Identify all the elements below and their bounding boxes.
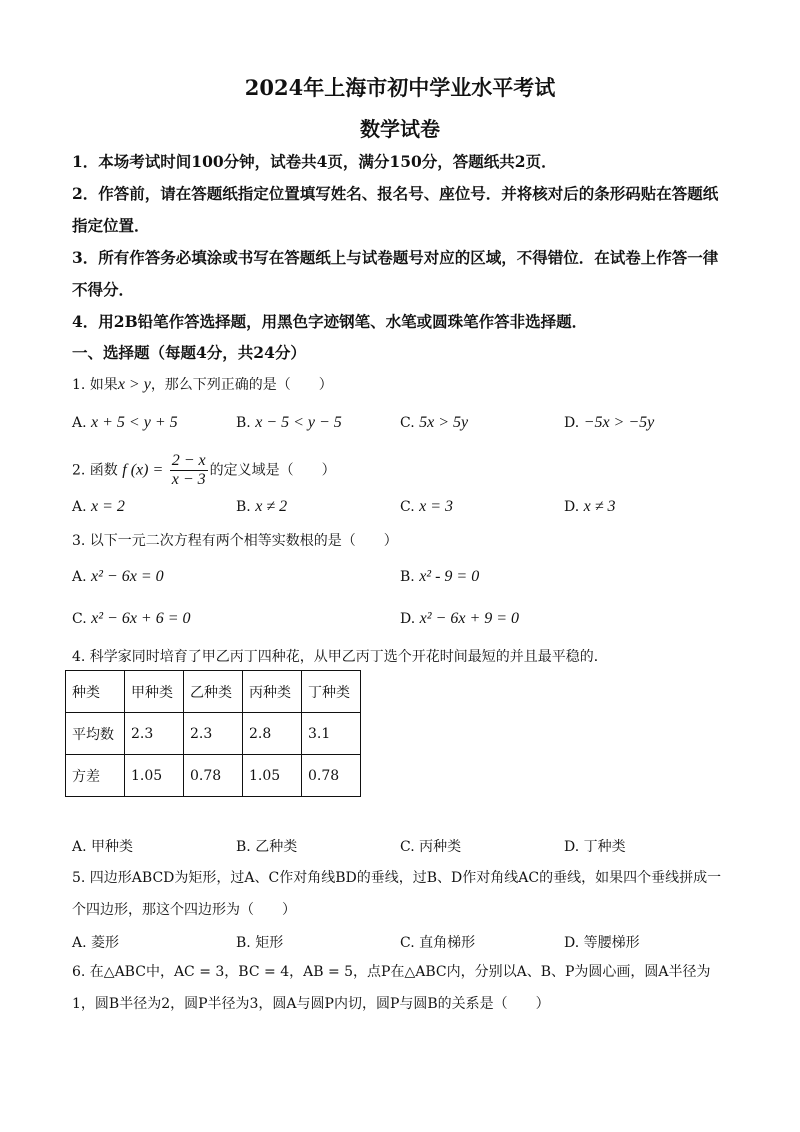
q5-option-d[interactable]: D. 等腰梯形 <box>564 935 640 951</box>
question-6-stem: 6. 在△ABC中，AC = 3，BC = 4，AB = 5，点P在△ABC内，分别以A、B、P为圆心画，圆A半径为1，圆B半径为2，圆P半径为3，圆A与圆P内切，圆P与圆B的关系是（ ） <box>72 964 711 1012</box>
q3-option-a[interactable] <box>72 568 164 586</box>
q1-option-d[interactable] <box>564 414 654 432</box>
q2-stem-end: 的定义域是（ ） <box>209 462 336 479</box>
table-header-cell: 甲种类 <box>125 671 184 713</box>
q1-stem-start: 1. 如果 <box>72 377 118 393</box>
q1-option-a-text: x + 5 < y + 5 <box>91 414 178 431</box>
table-row <box>66 755 361 797</box>
q1-option-a-label: A. <box>72 415 87 431</box>
q3-option-d-label: D. <box>400 611 416 627</box>
q2-option-b-label: B. <box>236 499 251 515</box>
q3-option-b[interactable] <box>400 568 479 586</box>
q1-option-d-label: D. <box>564 415 580 431</box>
q4-option-a[interactable]: A. 甲种类 <box>72 839 134 855</box>
question-4-stem: 4. 科学家同时培育了甲乙丙丁四种花，从甲乙丙丁选个开花时间最短的并且最平稳的． <box>72 649 608 665</box>
q2-option-c-text: x = 3 <box>419 498 454 515</box>
q1-condition: x > y <box>117 376 151 393</box>
q4-option-b[interactable]: B. 乙种类 <box>236 839 298 855</box>
q2-function: f (x) = <box>122 461 164 479</box>
table-header-row <box>66 671 361 713</box>
table-header-cell: 丙种类 <box>243 671 302 713</box>
q2-option-b-text: x ≠ 2 <box>255 498 288 515</box>
table-cell: 1.05 <box>125 755 184 797</box>
table-cell: 2.3 <box>184 713 243 755</box>
q2-numerator: 2 − x <box>171 452 206 469</box>
q3-option-d[interactable] <box>400 610 519 628</box>
q1-option-b[interactable] <box>236 414 342 432</box>
q1-option-d-text: −5x > −5y <box>583 414 655 431</box>
q3-option-d-text: x² − 6x + 9 = 0 <box>419 610 520 627</box>
q2-option-a-label: A. <box>72 499 87 515</box>
table-row <box>66 713 361 755</box>
q1-option-b-text: x − 5 < y − 5 <box>255 414 342 431</box>
q1-stem-end: ，那么下列正确的是（ ） <box>150 377 333 393</box>
table-cell: 2.3 <box>125 713 184 755</box>
question-5-stem: 5. 四边形ABCD为矩形，过A、C作对角线BD的垂线，过B、D作对角线AC的垂线，如果四个垂线拼成一个四边形，那这个四边形为（ ） <box>72 870 722 918</box>
q2-option-d-text: x ≠ 3 <box>583 498 616 515</box>
note-4: 4．用2B铅笔作答选择题，用黑色字迹钢笔、水笔或圆珠笔作答非选择题． <box>72 312 588 331</box>
q2-option-d[interactable] <box>564 498 616 516</box>
q5-option-c[interactable]: C. 直角梯形 <box>400 935 476 951</box>
q3-option-b-text: x² - 9 = 0 <box>419 568 480 585</box>
q3-option-c-text: x² − 6x + 6 = 0 <box>91 610 191 627</box>
table-cell: 0.78 <box>184 755 243 797</box>
q1-option-c-text: 5x > 5y <box>419 414 469 431</box>
q4-option-d[interactable]: D. 丁种类 <box>564 839 626 855</box>
table-cell: 1.05 <box>243 755 302 797</box>
note-3: 3．所有作答务必填涂或书写在答题纸上与试卷题号对应的区域，不得错位．在试卷上作答一律不得分． <box>72 248 719 299</box>
q2-denominator: x − 3 <box>171 471 206 488</box>
table-header-cell: 乙种类 <box>184 671 243 713</box>
question-2-stem <box>72 452 732 489</box>
flower-data-table <box>65 670 361 797</box>
q2-option-c-label: C. <box>400 499 415 515</box>
q5-option-a[interactable]: A. 菱形 <box>72 935 120 951</box>
q3-option-c[interactable] <box>72 610 191 628</box>
q2-option-a[interactable] <box>72 498 125 516</box>
table-cell: 2.8 <box>243 713 302 755</box>
table-cell: 平均数 <box>66 713 125 755</box>
exam-subtitle: 数学试卷 <box>360 117 440 141</box>
q2-stem-start: 2. 函数 <box>72 462 118 479</box>
section-title-choice: 一、选择题（每题4分，共24分） <box>72 343 306 362</box>
q3-option-b-label: B. <box>400 569 415 585</box>
table-cell: 0.78 <box>302 755 361 797</box>
q3-option-a-text: x² − 6x = 0 <box>91 568 164 585</box>
table-cell: 方差 <box>66 755 125 797</box>
question-1-stem <box>72 374 732 394</box>
q2-option-a-text: x = 2 <box>91 498 125 515</box>
q2-option-c[interactable] <box>400 498 453 516</box>
q3-option-c-label: C. <box>72 611 87 627</box>
exam-title: 2024年上海市初中学业水平考试 <box>244 75 556 100</box>
q2-fraction <box>170 452 208 489</box>
q1-option-c[interactable] <box>400 414 468 432</box>
q3-option-a-label: A. <box>72 569 87 585</box>
note-1: 1．本场考试时间100分钟，试卷共4页，满分150分，答题纸共2页． <box>72 152 557 171</box>
question-3-stem: 3. 以下一元二次方程有两个相等实数根的是（ ） <box>72 533 398 549</box>
note-2: 2．作答前，请在答题纸指定位置填写姓名、报名号、座位号．并将核对后的条形码贴在答题纸指定位置． <box>72 184 719 235</box>
table-header-cell: 种类 <box>66 671 125 713</box>
q2-option-d-label: D. <box>564 499 580 515</box>
q4-option-c[interactable]: C. 丙种类 <box>400 839 462 855</box>
q2-option-b[interactable] <box>236 498 287 516</box>
q1-option-b-label: B. <box>236 415 251 431</box>
q1-option-a[interactable] <box>72 414 178 432</box>
q5-option-b[interactable]: B. 矩形 <box>236 935 284 951</box>
table-header-cell: 丁种类 <box>302 671 361 713</box>
q1-option-c-label: C. <box>400 415 415 431</box>
table-cell: 3.1 <box>302 713 361 755</box>
